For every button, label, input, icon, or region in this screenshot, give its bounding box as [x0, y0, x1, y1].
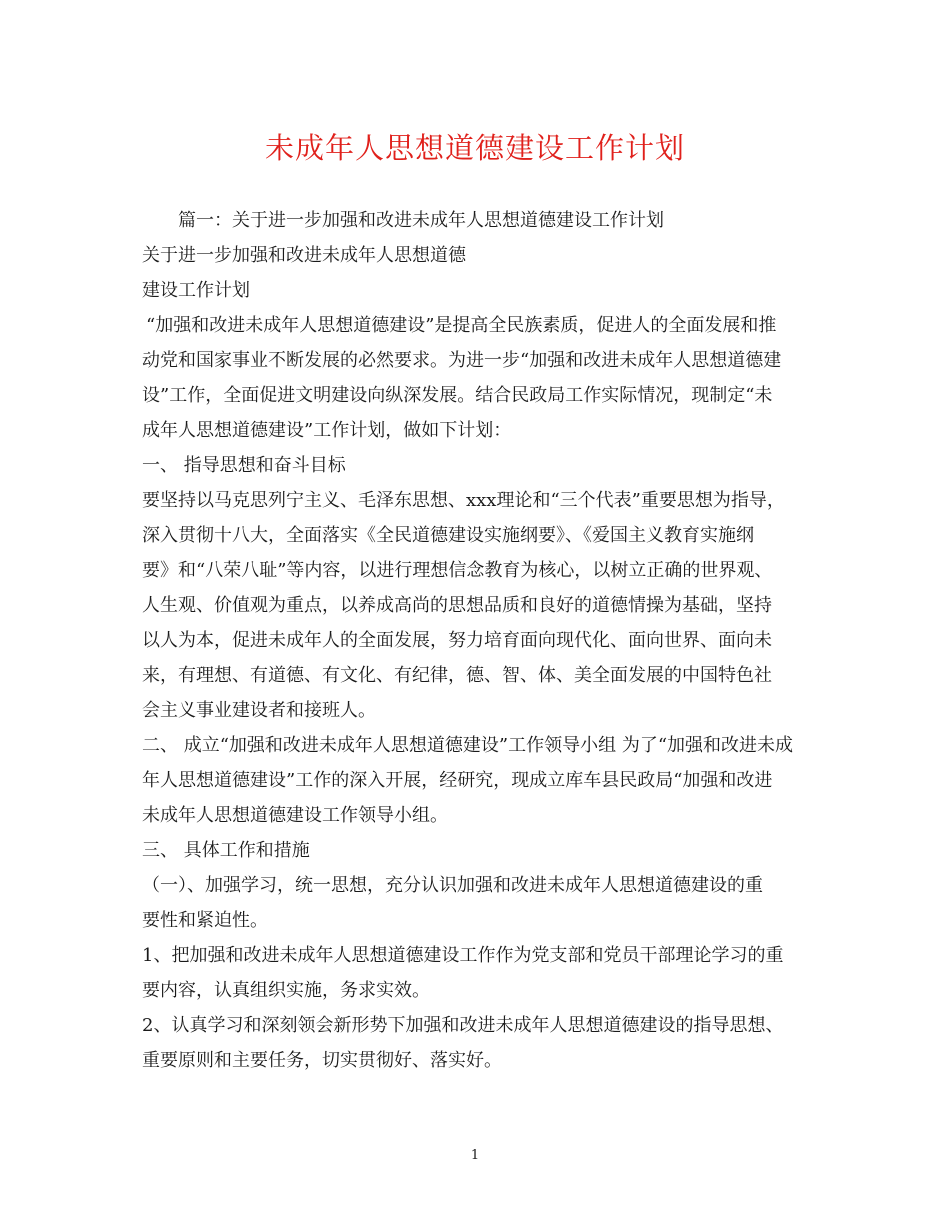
- subtitle-line: 关于进一步加强和改进未成年人思想道德: [142, 245, 466, 266]
- paragraph-line: “加强和改进未成年人思想道德建设”是提高全民族素质，促进人的全面发展和推: [146, 315, 777, 336]
- paragraph-line: 设”工作，全面促进文明建设向纵深发展。结合民政局工作实际情况，现制定“未: [142, 385, 773, 406]
- list-item: 1、把加强和改进未成年人思想道德建设工作作为党支部和党员干部理论学习的重: [142, 945, 784, 966]
- list-item: 重要原则和主要任务，切实贯彻好、落实好。: [142, 1050, 502, 1071]
- list-item: 2、认真学习和深刻领会新形势下加强和改进未成年人思想道德建设的指导思想、: [142, 1015, 784, 1036]
- paragraph-line: 要性和紧迫性。: [142, 910, 268, 931]
- paragraph-line: 动党和国家事业不断发展的必然要求。为进一步“加强和改进未成年人思想道德建: [142, 350, 782, 371]
- paragraph-line: 年人思想道德建设”工作的深入开展，经研究，现成立库车县民政局“加强和改进: [142, 770, 773, 791]
- paragraph-line: 要》和“八荣八耻”等内容，以进行理想信念教育为核心，以树立正确的世界观、: [142, 560, 773, 581]
- paragraph-line: 未成年人思想道德建设工作领导小组。: [142, 805, 448, 826]
- document-body: [142, 203, 814, 1078]
- section-heading: 三、 具体工作和措施: [142, 840, 310, 861]
- list-item: 要内容，认真组织实施，务求实效。: [142, 980, 430, 1001]
- paragraph-line: 来，有理想、有道德、有文化、有纪律，德、智、体、美全面发展的中国特色社: [142, 665, 772, 686]
- paragraph-line: 成年人思想道德建设”工作计划，做如下计划：: [142, 420, 512, 441]
- paragraph-line: 以人为本，促进未成年人的全面发展，努力培育面向现代化、面向世界、面向未: [142, 630, 772, 651]
- paragraph-line: 深入贯彻十八大，全面落实《全民道德建设实施纲要》、《爱国主义教育实施纲: [142, 525, 754, 546]
- page-number: 1: [470, 1148, 480, 1163]
- paragraph-line: 人生观、价值观为重点，以养成高尚的思想品质和良好的道德情操为基础，坚持: [142, 595, 772, 616]
- paragraph-line: 要坚持以马克思列宁主义、毛泽东思想、xxx理论和“三个代表”重要思想为指导，: [142, 490, 785, 511]
- section-heading: 篇一：关于进一步加强和改进未成年人思想道德建设工作计划: [178, 210, 664, 231]
- section-heading: 二、 成立“加强和改进未成年人思想道德建设”工作领导小组 为了“加强和改进未成: [142, 735, 794, 756]
- section-heading: 一、 指导思想和奋斗目标: [142, 455, 346, 476]
- document-title: 未成年人思想道德建设工作计划: [264, 131, 685, 165]
- paragraph-line: 会主义事业建设者和接班人。: [142, 700, 376, 721]
- subsection-heading: （一）、加强学习，统一思想，充分认识加强和改进未成年人思想道德建设的重: [142, 875, 763, 896]
- subtitle-line: 建设工作计划: [142, 280, 250, 301]
